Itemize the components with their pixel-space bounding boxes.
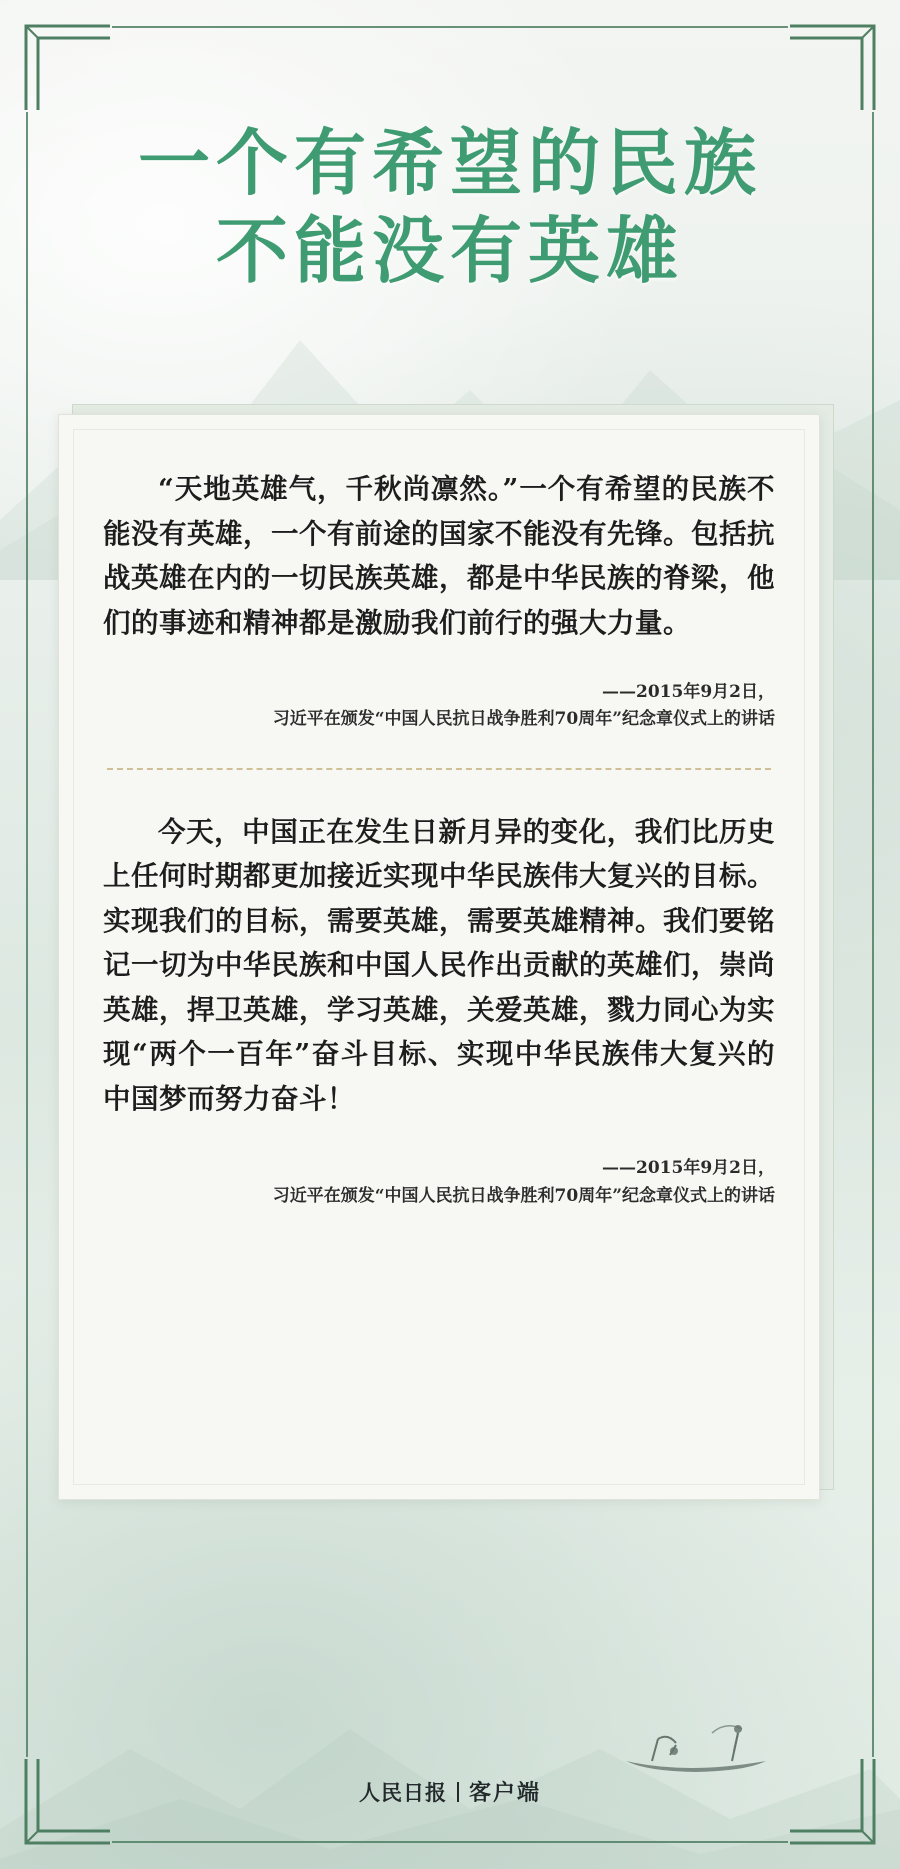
frame-line-left xyxy=(26,112,28,1757)
corner-ornament-icon xyxy=(20,20,116,116)
corner-ornament-icon xyxy=(784,20,880,116)
frame-line-bottom xyxy=(112,1841,788,1843)
frame-line-right xyxy=(872,112,874,1757)
attribution-source-1: 习近平在颁发“中国人民抗日战争胜利70周年”纪念章仪式上的讲话 xyxy=(272,709,775,730)
brand-client-text: 客户端 xyxy=(468,1781,541,1806)
attribution-date-2: ——2015年9月2日， xyxy=(602,1158,775,1179)
attribution-source-2: 习近平在颁发“中国人民抗日战争胜利70周年”纪念章仪式上的讲话 xyxy=(272,1185,775,1206)
brand-logo xyxy=(359,1776,541,1807)
quote-text-1 xyxy=(103,467,775,645)
brand-separator xyxy=(457,1782,459,1802)
quote-text-2 xyxy=(103,810,775,1122)
quote-body-2: 今天，中国正在发生日新月异的变化，我们比历史上任何时期都更加接近实现中华民族伟大复兴的目标。实现我们的目标，需要英雄，需要英雄精神。我们要铭记一切为中华民族和中国人民作出贡献的英雄们，崇尚英雄，捍卫英雄，学习英雄，关爱英雄，戮力同心为实现“两个一百年”奋斗目标、实现中华民族伟大复兴的中国梦而努力奋斗！ xyxy=(103,815,775,1115)
frame-line-top xyxy=(112,26,788,28)
title-line-1: 一个有希望的民族 xyxy=(137,121,762,205)
quote-attribution-2 xyxy=(103,1155,775,1209)
quote-attribution-1 xyxy=(103,679,775,733)
footer xyxy=(0,1776,900,1807)
section-divider xyxy=(107,768,771,770)
attribution-date-1: ——2015年9月2日， xyxy=(602,682,775,703)
quote-body-1: “天地英雄气，千秋尚凛然。”一个有希望的民族不能没有英雄，一个有前途的国家不能没有先锋。包括抗战英雄在内的一切民族英雄，都是中华民族的脊梁，他们的事迹和精神都是激励我们前行的强大力量。 xyxy=(103,473,775,639)
page-title xyxy=(0,120,900,296)
fishing-boat-ink-icon xyxy=(612,1703,792,1783)
brand-mark-text: 人民日报 xyxy=(358,1780,447,1805)
title-line-2: 不能没有英雄 xyxy=(215,208,684,293)
quote-card xyxy=(58,414,820,1500)
